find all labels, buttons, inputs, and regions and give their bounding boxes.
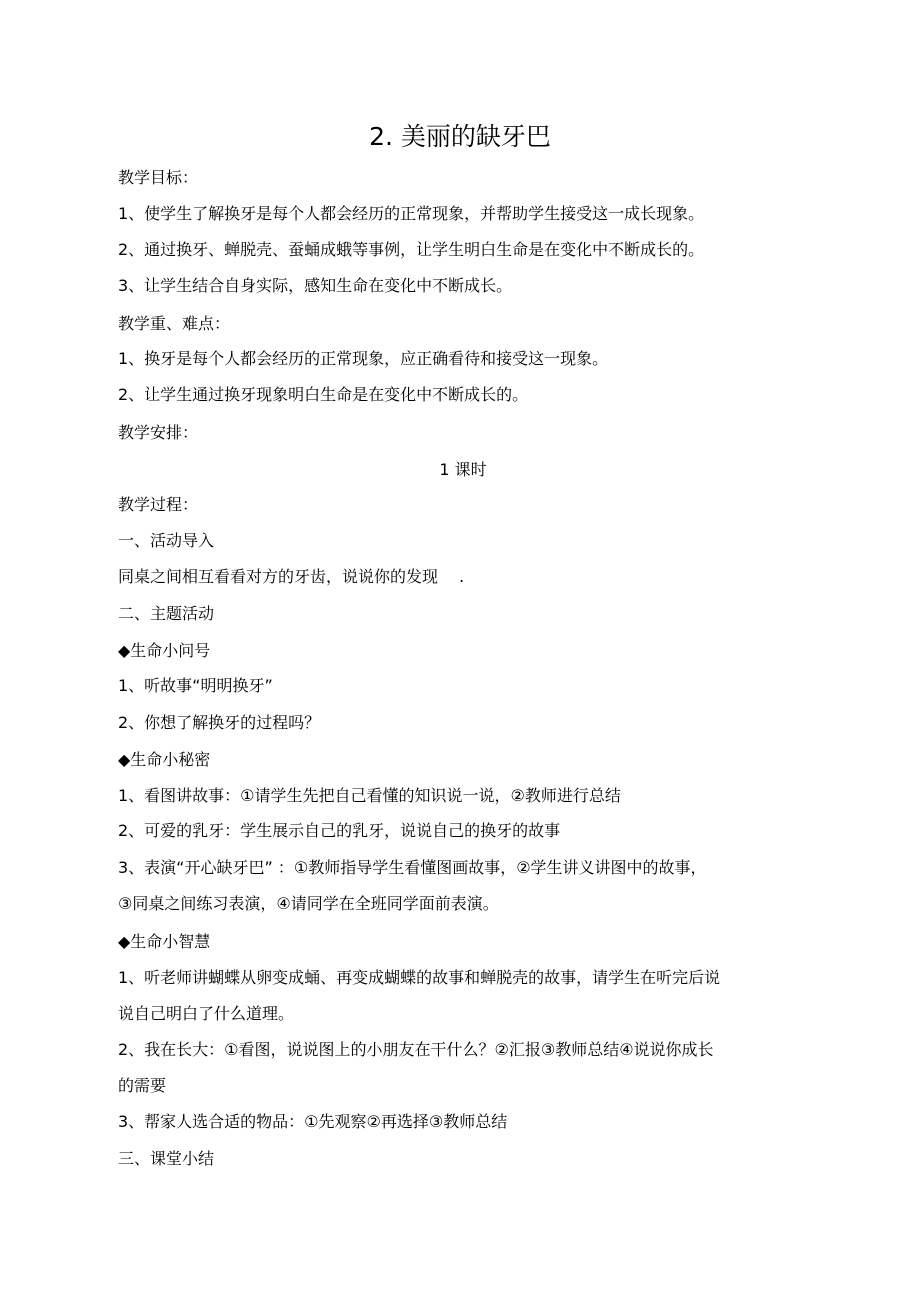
question-item-1: 1、听故事“明明换牙” — [118, 676, 273, 695]
key-point-1: 1、换牙是每个人都会经历的正常现象，应正确看待和接受这一现象。 — [118, 349, 609, 368]
secret-item-3-continued: ③同桌之间练习表演，④请同学在全班同学面前表演。 — [118, 894, 499, 913]
section-1-text: 同桌之间相互看看对方的牙齿，说说你的发现 . — [118, 567, 465, 586]
secret-item-1: 1、看图讲故事：①请学生先把自己看懂的知识说一说，②教师进行总结 — [118, 786, 621, 805]
goal-1: 1、使学生了解换牙是每个人都会经历的正常现象，并帮助学生接受这一成长现象。 — [118, 204, 705, 223]
heading-teaching-goals: 教学目标： — [118, 168, 199, 187]
secret-item-2: 2、可爱的乳牙：学生展示自己的乳牙，说说自己的换牙的故事 — [118, 821, 561, 840]
wisdom-item-2-continued: 的需要 — [118, 1076, 167, 1095]
wisdom-item-1-continued: 说自己明白了什么道理。 — [118, 1004, 295, 1023]
subsection-question-heading: ◆生命小问号 — [118, 641, 211, 660]
heading-schedule: 教学安排： — [118, 423, 199, 442]
heading-key-points: 教学重、难点： — [118, 314, 231, 333]
wisdom-item-2: 2、我在长大：①看图，说说图上的小朋友在干什么？②汇报③教师总结④说说你成长 — [118, 1040, 714, 1059]
secret-item-3: 3、表演“开心缺牙巴” ：①教师指导学生看懂图画故事，②学生讲义讲图中的故事， — [118, 858, 707, 877]
section-1-heading: 一、活动导入 — [118, 531, 215, 550]
section-3-heading: 三、课堂小结 — [118, 1149, 215, 1168]
wisdom-item-3: 3、帮家人选合适的物品：①先观察②再选择③教师总结 — [118, 1112, 508, 1131]
section-2-heading: 二、主题活动 — [118, 604, 215, 623]
document-title: 2. 美丽的缺牙巴 — [369, 122, 551, 151]
goal-2: 2、通过换牙、蝉脱壳、蚕蛹成蛾等事例，让学生明白生命是在变化中不断成长的。 — [118, 240, 705, 259]
key-point-2: 2、让学生通过换牙现象明白生命是在变化中不断成长的。 — [118, 385, 529, 404]
subsection-wisdom-heading: ◆生命小智慧 — [118, 932, 211, 951]
question-item-2: 2、你想了解换牙的过程吗？ — [118, 713, 321, 732]
subsection-secret-heading: ◆生命小秘密 — [118, 750, 211, 769]
heading-process: 教学过程： — [118, 495, 199, 514]
wisdom-item-1: 1、听老师讲蝴蝶从卵变成蛹、再变成蝴蝶的故事和蝉脱壳的故事，请学生在听完后说 — [118, 968, 721, 987]
goal-3: 3、让学生结合自身实际，感知生命在变化中不断成长。 — [118, 276, 513, 295]
schedule-duration: 1 课时 — [439, 460, 487, 479]
